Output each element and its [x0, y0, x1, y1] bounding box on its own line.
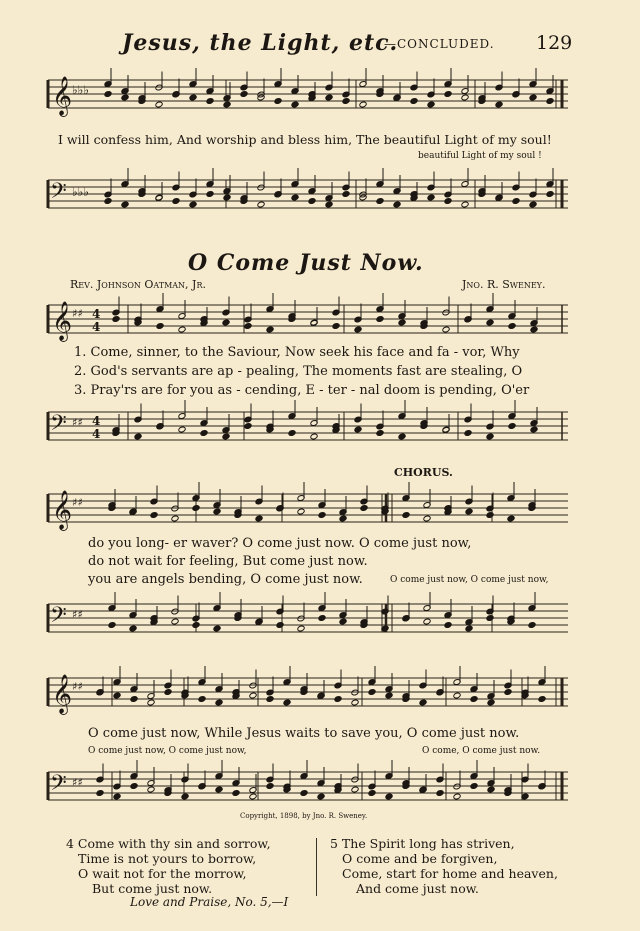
svg-text:4: 4 — [92, 307, 101, 321]
note-head — [266, 326, 274, 333]
note-head — [108, 622, 116, 629]
chorus-line-3: you are angels bending, O come just now. — [88, 572, 363, 587]
note-head — [215, 699, 223, 706]
note-head — [257, 201, 265, 208]
note-head — [427, 101, 435, 108]
svg-text:𝄢: 𝄢 — [50, 771, 67, 801]
note-head — [487, 699, 495, 706]
note-head — [171, 618, 179, 625]
note-head — [546, 191, 554, 198]
note-head — [240, 91, 248, 98]
note-head — [222, 433, 230, 440]
note-head — [423, 618, 431, 625]
note-head — [291, 194, 299, 201]
svg-text:♯♯: ♯♯ — [72, 307, 83, 320]
note-head — [529, 94, 537, 101]
note-head — [164, 689, 172, 696]
note-head — [96, 790, 104, 797]
composer-credit: Jno. R. Sweney. — [462, 278, 546, 291]
note-head — [310, 433, 318, 440]
note-head — [288, 430, 296, 437]
note-head — [213, 625, 221, 632]
note-head — [113, 793, 121, 800]
note-head — [368, 790, 376, 797]
stanza-line: And come just now. — [356, 881, 479, 896]
note-head — [206, 191, 214, 198]
note-head — [104, 198, 112, 205]
svg-text:𝄢: 𝄢 — [50, 411, 67, 441]
page-title: Jesus, the Light, etc. — [122, 30, 399, 56]
note-head — [147, 786, 155, 793]
note-head — [249, 793, 257, 800]
stanza-4 — [66, 836, 271, 896]
note-head — [150, 512, 158, 519]
note-head — [398, 433, 406, 440]
note-head — [178, 326, 186, 333]
note-head — [300, 790, 308, 797]
system3-echo-left: O come just now, O come just now, — [88, 746, 247, 756]
svg-text:𝄞: 𝄞 — [52, 76, 73, 116]
note-head — [470, 696, 478, 703]
note-head — [255, 515, 263, 522]
note-head — [334, 696, 342, 703]
note-head — [147, 699, 155, 706]
note-head — [508, 423, 516, 430]
svg-text:𝄞: 𝄞 — [52, 674, 73, 714]
note-head — [410, 98, 418, 105]
note-head — [189, 201, 197, 208]
note-head — [121, 94, 129, 101]
svg-text:♭♭♭: ♭♭♭ — [72, 185, 89, 199]
note-head — [530, 426, 538, 433]
page-number: 129 — [536, 32, 573, 54]
note-head — [354, 326, 362, 333]
note-head — [528, 622, 536, 629]
note-head — [266, 783, 274, 790]
stanza-line: But come just now. — [92, 881, 213, 896]
note-head — [232, 790, 240, 797]
note-head — [376, 430, 384, 437]
note-head — [402, 512, 410, 519]
note-head — [486, 433, 494, 440]
note-head — [266, 696, 274, 703]
note-head — [381, 625, 389, 632]
note-head — [444, 622, 452, 629]
note-head — [297, 625, 305, 632]
note-head — [538, 696, 546, 703]
note-head — [325, 201, 333, 208]
note-head — [444, 91, 452, 98]
note-head — [487, 786, 495, 793]
system3-lyric: O come just now, While Jesus waits to save you, O come just now. — [88, 726, 520, 741]
note-head — [297, 508, 305, 515]
note-head — [317, 793, 325, 800]
svg-text:4: 4 — [92, 320, 101, 334]
note-head — [276, 622, 284, 629]
note-head — [427, 194, 435, 201]
note-head — [354, 426, 362, 433]
note-head — [423, 515, 431, 522]
author-credit: Rev. Johnson Oatman, Jr. — [70, 278, 206, 291]
note-head — [495, 101, 503, 108]
svg-text:𝄞: 𝄞 — [52, 301, 73, 341]
svg-text:♯♯: ♯♯ — [72, 776, 83, 789]
note-head — [376, 316, 384, 323]
chorus-line-1: do you long- er waver? O come just now. O come just now, — [88, 536, 472, 551]
note-head — [104, 91, 112, 98]
svg-text:𝄢: 𝄢 — [50, 603, 67, 633]
note-head — [113, 692, 121, 699]
note-head — [121, 201, 129, 208]
svg-text:♯♯: ♯♯ — [72, 680, 83, 693]
svg-text:♯♯: ♯♯ — [72, 608, 83, 621]
top-lyric: I will confess him, And worship and bless him, The beautiful Light of my soul! — [58, 132, 552, 147]
note-head — [274, 98, 282, 105]
note-head — [308, 198, 316, 205]
note-head — [507, 515, 515, 522]
note-head — [213, 508, 221, 515]
note-head — [156, 323, 164, 330]
note-head — [222, 319, 230, 326]
note-head — [283, 699, 291, 706]
note-head — [530, 326, 538, 333]
note-head — [318, 615, 326, 622]
note-head — [332, 323, 340, 330]
stanza-divider — [316, 838, 317, 896]
stanza-line: Come, start for home and heaven, — [342, 866, 558, 881]
note-head — [465, 625, 473, 632]
note-head — [342, 191, 350, 198]
note-head — [368, 689, 376, 696]
note-head — [223, 194, 231, 201]
note-head — [223, 101, 231, 108]
note-head — [181, 793, 189, 800]
note-head — [206, 98, 214, 105]
note-head — [436, 790, 444, 797]
note-head — [393, 201, 401, 208]
source-note: Love and Praise, No. 5,—I — [130, 895, 289, 909]
note-head — [112, 316, 120, 323]
svg-text:♯♯: ♯♯ — [72, 416, 83, 429]
page-title-suffix: —CONCLUDED. — [384, 37, 495, 51]
stanza-line: O come and be forgiven, — [342, 851, 498, 866]
note-head — [249, 692, 257, 699]
note-head — [504, 689, 512, 696]
chorus-label: CHORUS. — [394, 466, 453, 479]
svg-text:𝄞: 𝄞 — [52, 490, 73, 530]
note-head — [385, 692, 393, 699]
note-head — [398, 319, 406, 326]
top-echo: beautiful Light of my soul ! — [418, 151, 542, 161]
note-head — [189, 94, 197, 101]
note-head — [464, 430, 472, 437]
note-head — [486, 319, 494, 326]
svg-text:𝄢: 𝄢 — [50, 179, 67, 209]
note-head — [244, 423, 252, 430]
note-head — [546, 98, 554, 105]
chorus-line-2: do not wait for feeling, But come just now. — [88, 554, 368, 569]
note-head — [419, 699, 427, 706]
note-head — [376, 198, 384, 205]
svg-text:♯♯: ♯♯ — [72, 496, 83, 509]
note-head — [155, 101, 163, 108]
svg-text:♭♭♭: ♭♭♭ — [72, 83, 89, 97]
stanza-line: Time is not yours to borrow, — [78, 851, 257, 866]
note-head — [178, 426, 186, 433]
note-head — [465, 508, 473, 515]
verse-3-line: 3. Pray'rs are for you as - cending, E - ter - nal doom is pending, O'er — [74, 383, 530, 398]
note-head — [351, 786, 359, 793]
note-head — [325, 94, 333, 101]
note-head — [470, 783, 478, 790]
note-head — [360, 505, 368, 512]
stanza-line: 5 The Spirit long has striven, — [330, 836, 515, 851]
note-head — [351, 699, 359, 706]
svg-text:4: 4 — [92, 427, 101, 441]
note-head — [512, 198, 520, 205]
note-head — [486, 615, 494, 622]
note-head — [521, 793, 529, 800]
note-head — [339, 515, 347, 522]
note-head — [385, 793, 393, 800]
hymn-title: O Come Just Now. — [188, 250, 424, 276]
note-head — [130, 696, 138, 703]
note-head — [291, 101, 299, 108]
stanza-line: 4 Come with thy sin and sorrow, — [66, 836, 271, 851]
chorus-echo: O come just now, O come just now, — [390, 575, 549, 585]
note-head — [508, 323, 516, 330]
svg-text:4: 4 — [92, 414, 101, 428]
note-head — [359, 101, 367, 108]
system3-echo-right: O come, O come just now. — [422, 746, 541, 756]
note-head — [444, 198, 452, 205]
note-head — [453, 692, 461, 699]
verse-2-line: 2. God's servants are ap - pealing, The moments fast are stealing, O — [74, 364, 523, 379]
note-head — [342, 98, 350, 105]
note-head — [200, 430, 208, 437]
note-head — [172, 198, 180, 205]
note-head — [192, 505, 200, 512]
note-head — [134, 433, 142, 440]
stanza-line: O wait not for the morrow, — [78, 866, 247, 881]
note-head — [486, 512, 494, 519]
note-head — [461, 201, 469, 208]
note-head — [529, 201, 537, 208]
note-head — [130, 783, 138, 790]
note-head — [453, 793, 461, 800]
stanza-5 — [330, 836, 558, 896]
note-head — [215, 786, 223, 793]
note-head — [129, 625, 137, 632]
note-head — [244, 323, 252, 330]
verse-1-line: 1. Come, sinner, to the Saviour, Now seek his face and fa - vor, Why — [74, 345, 520, 360]
copyright-line: Copyright, 1898, by Jno. R. Sweney. — [240, 812, 368, 820]
note-head — [198, 696, 206, 703]
note-head — [339, 618, 347, 625]
note-head — [192, 622, 200, 629]
note-head — [461, 94, 469, 101]
note-head — [171, 515, 179, 522]
note-head — [442, 326, 450, 333]
note-head — [318, 512, 326, 519]
